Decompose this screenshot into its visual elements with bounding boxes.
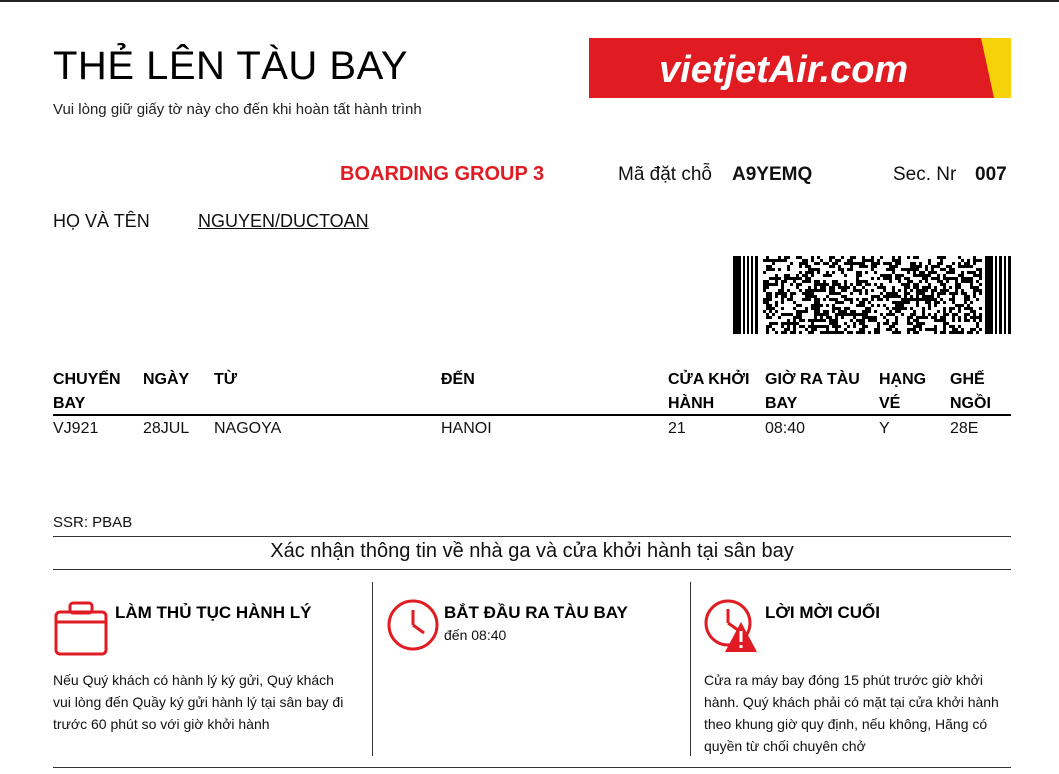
divider [53,536,1011,537]
pdf417-barcode [733,256,1011,334]
cell-class: Y [879,420,890,437]
passenger-name-label: HỌ VÀ TÊN [53,211,150,231]
svg-text:vietjetAir.com: vietjetAir.com [659,49,909,91]
cell-seat: 28E [950,420,979,437]
boarding-group: BOARDING GROUP 3 [340,163,545,185]
final-call-title: LỜI MỜI CUỐI [765,603,880,622]
header-from: TỪ [214,371,238,388]
section-divider [372,582,373,756]
cell-date: 28JUL [143,420,190,437]
boarding-until: đến 08:40 [444,627,507,643]
boarding-title: BẮT ĐẦU RA TÀU BAY [444,603,628,622]
ssr-code: SSR: PBAB [53,514,133,531]
header-boarding-time: GIỜ RA TÀU BAY [765,371,860,412]
pnr-label: Mã đặt chỗ [618,164,712,185]
baggage-body: Nếu Quý khách có hành lý ký gửi, Quý khách vui lòng đến Quầy ký gửi hành lý tại sân bay đi trước 60 phút so với giờ khởi hành [53,672,344,732]
header-to: ĐẾN [441,371,475,388]
suitcase-icon [53,600,109,656]
table-header-rule [53,414,1011,416]
vietjet-logo [589,38,1011,98]
cell-flight: VJ921 [53,420,99,437]
cell-gate: 21 [668,420,686,437]
cell-boarding-time: 08:40 [765,420,806,437]
page-title: THẺ LÊN TÀU BAY [53,44,408,88]
header-flight: CHUYẾN BAY [53,371,121,412]
header-class: HẠNG VÉ [879,371,927,412]
divider [53,569,1011,570]
header-gate: CỬA KHỞI HÀNH [668,371,750,412]
clock-icon [386,598,442,654]
baggage-title: LÀM THỦ TỤC HÀNH LÝ [115,603,312,622]
pnr-value: A9YEMQ [732,164,813,185]
header-date: NGÀY [143,371,190,388]
sequence-label: Sec. Nr [893,164,957,185]
passenger-name-value: NGUYEN/DUCTOAN [198,211,369,231]
cell-to: HANOI [441,420,492,437]
confirm-notice: Xác nhận thông tin về nhà ga và cửa khởi hành tại sân bay [270,540,794,562]
clock-warning-icon [703,598,759,654]
page-subtitle: Vui lòng giữ giấy tờ này cho đến khi hoàn tất hành trình [53,101,422,118]
top-border [0,0,1059,2]
sequence-value: 007 [975,164,1007,185]
section-divider [690,582,691,756]
bottom-divider [53,767,1011,768]
cell-from: NAGOYA [214,420,282,437]
header-seat: GHẾ NGỒI [950,371,991,412]
final-call-body: Cửa ra máy bay đóng 15 phút trước giờ khởi hành. Quý khách phải có mặt tại cửa khởi hành theo khung giờ quy định, nếu không, Hãng có quyền từ chối chuyên chở [704,672,999,754]
